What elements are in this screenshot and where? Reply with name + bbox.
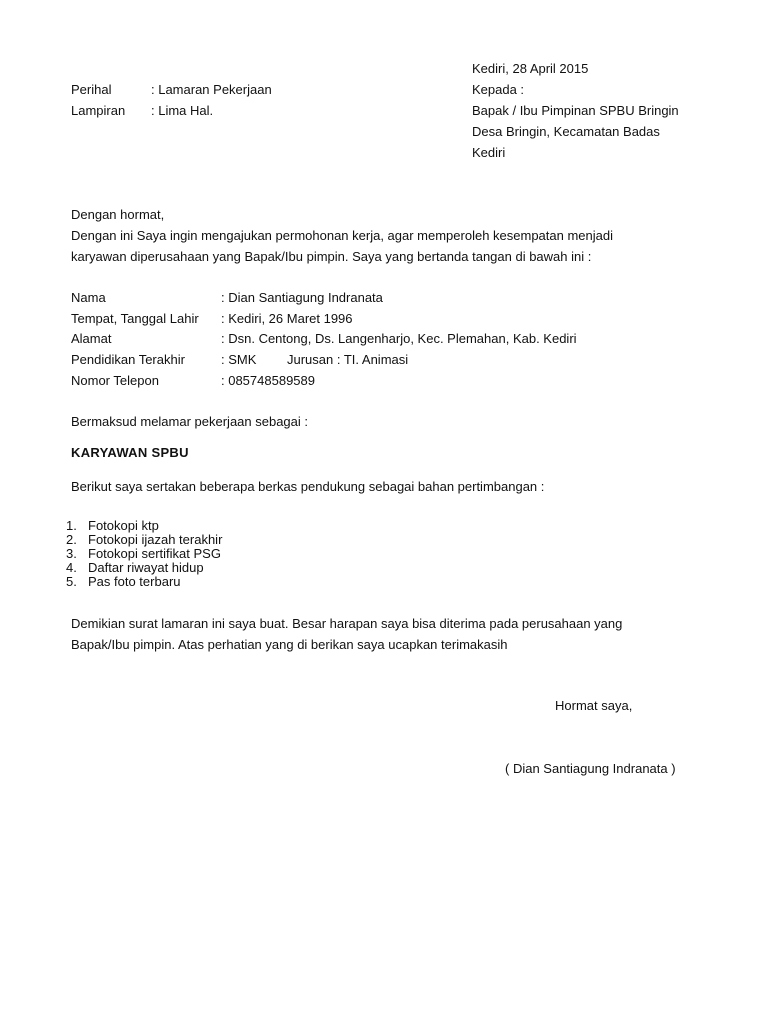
greeting: Dengan hormat, <box>71 207 165 222</box>
recipient-line: Desa Bringin, Kecamatan Badas <box>472 124 660 139</box>
letter-date: Kediri, 28 April 2015 <box>472 61 589 76</box>
closing-line: Demikian surat lamaran ini saya buat. Besar harapan saya bisa diterima pada perusahaan yang <box>71 616 623 631</box>
identity-label: Alamat <box>71 331 112 346</box>
identity-value: : Dsn. Centong, Ds. Langenharjo, Kec. Plemahan, Kab. Kediri <box>221 331 577 346</box>
identity-value: : SMK <box>221 352 257 367</box>
recipient-line: Kediri <box>472 145 506 160</box>
list-item <box>66 547 221 561</box>
list-text: Daftar riwayat hidup <box>88 560 204 575</box>
list-text: Pas foto terbaru <box>88 574 181 589</box>
signature-name: ( Dian Santiagung Indranata ) <box>505 761 676 776</box>
identity-value: : Dian Santiagung Indranata <box>221 290 383 305</box>
list-text: Fotokopi sertifikat PSG <box>88 546 221 561</box>
perihal-label: Perihal <box>71 82 112 97</box>
identity-value: : 085748589589 <box>221 373 315 388</box>
list-number: 2. <box>66 532 77 547</box>
list-text: Fotokopi ijazah terakhir <box>88 532 223 547</box>
attachments-intro: Berikut saya sertakan beberapa berkas pendukung sebagai bahan pertimbangan : <box>71 479 545 494</box>
opening-line: karyawan diperusahaan yang Bapak/Ibu pimpin. Saya yang bertanda tangan di bawah ini : <box>71 249 592 264</box>
perihal-value: : Lamaran Pekerjaan <box>151 82 272 97</box>
identity-label: Pendidikan Terakhir <box>71 352 185 367</box>
list-number: 3. <box>66 546 77 561</box>
list-item <box>66 561 204 575</box>
regards: Hormat saya, <box>555 698 633 713</box>
identity-label: Tempat, Tanggal Lahir <box>71 311 199 326</box>
list-item <box>66 533 222 547</box>
list-number: 4. <box>66 560 77 575</box>
identity-label: Nama <box>71 290 106 305</box>
list-item <box>66 519 159 533</box>
list-item <box>66 575 181 589</box>
position-intro: Bermaksud melamar pekerjaan sebagai : <box>71 414 309 429</box>
list-text: Fotokopi ktp <box>88 518 159 533</box>
closing-line: Bapak/Ibu pimpin. Atas perhatian yang di berikan saya ucapkan terimakasih <box>71 637 508 652</box>
opening-line: Dengan ini Saya ingin mengajukan permohonan kerja, agar memperoleh kesempatan menjadi <box>71 228 613 243</box>
identity-value: : Kediri, 26 Maret 1996 <box>221 311 353 326</box>
lampiran-value: : Lima Hal. <box>151 103 214 118</box>
list-number: 1. <box>66 518 77 533</box>
position-title: KARYAWAN SPBU <box>71 445 189 460</box>
identity-extra: Jurusan : TI. Animasi <box>287 352 409 367</box>
recipient-line: Bapak / Ibu Pimpinan SPBU Bringin <box>472 103 679 118</box>
recipient-label: Kepada : <box>472 82 525 97</box>
list-number: 5. <box>66 574 77 589</box>
identity-label: Nomor Telepon <box>71 373 159 388</box>
lampiran-label: Lampiran <box>71 103 126 118</box>
